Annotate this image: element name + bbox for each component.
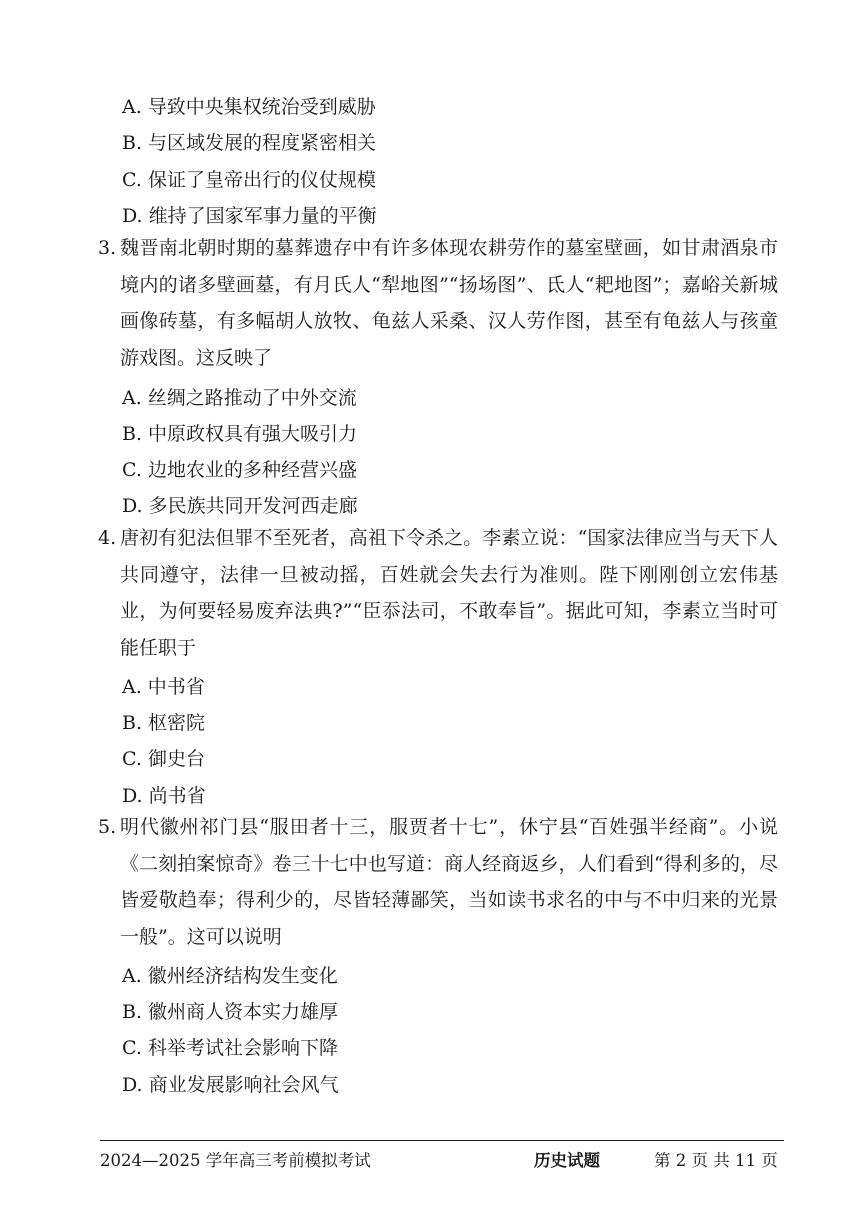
question-number: 4. xyxy=(98,527,117,549)
q5-option-c: C. 科举考试社会影响下降 xyxy=(122,1037,338,1059)
q4-option-b: B. 枢密院 xyxy=(122,712,206,734)
question-3 xyxy=(98,230,778,376)
q3-option-d: D. 多民族共同开发河西走廊 xyxy=(122,495,358,517)
question-4 xyxy=(98,520,778,666)
q3-option-c: C. 边地农业的多种经营兴盛 xyxy=(122,459,357,481)
q2-option-c: C. 保证了皇帝出行的仪仗规模 xyxy=(122,169,376,191)
question-stem: 唐初有犯法但罪不至死者，高祖下令杀之。李素立说：“国家法律应当与天下人共同遵守，法律一旦被动摇，百姓就会失去行为准则。陛下刚刚创立宏伟基业，为何要轻易废弃法典?”“臣忝法司，不敢奉旨”。据此可知，李素立当时可能任职于 xyxy=(120,527,778,659)
question-number: 3. xyxy=(98,237,117,259)
footer-page-number: 第 2 页 共 11 页 xyxy=(654,1151,778,1170)
question-number: 5. xyxy=(98,816,117,838)
q5-option-b: B. 徽州商人资本实力雄厚 xyxy=(122,1001,339,1023)
q4-option-a: A. 中书省 xyxy=(122,676,205,698)
q5-option-a: A. 徽州经济结构发生变化 xyxy=(122,965,338,987)
footer-exam-title: 2024—2025 学年高三考前模拟考试 xyxy=(100,1151,371,1170)
question-stem: 明代徽州祁门县“服田者十三，服贾者十七”，休宁县“百姓强半经商”。小说《二刻拍案惊奇》卷三十七中也写道：商人经商返乡，人们看到“得利多的，尽皆爱敬趋奉；得利少的，尽皆轻薄鄙笑，当如读书求名的中与不中归来的光景一般”。这可以说明 xyxy=(120,816,778,948)
q4-option-d: D. 尚书省 xyxy=(122,785,206,807)
footer-subject: 历史试题 xyxy=(534,1151,600,1170)
q2-option-d: D. 维持了国家军事力量的平衡 xyxy=(122,205,377,227)
q3-option-b: B. 中原政权具有强大吸引力 xyxy=(122,423,358,445)
question-5 xyxy=(98,809,778,955)
q3-option-a: A. 丝绸之路推动了中外交流 xyxy=(122,387,357,409)
q5-option-d: D. 商业发展影响社会风气 xyxy=(122,1074,339,1096)
question-stem: 魏晋南北朝时期的墓葬遗存中有许多体现农耕劳作的墓室壁画，如甘肃酒泉市境内的诸多壁画墓，有月氏人“犁地图”“扬场图”、氐人“耙地图”；嘉峪关新城画像砖墓，有多幅胡人放牧、龟兹人采桑、汉人劳作图，甚至有龟兹人与孩童游戏图。这反映了 xyxy=(120,237,778,369)
footer-divider xyxy=(100,1140,784,1141)
q2-option-a: A. 导致中央集权统治受到威胁 xyxy=(122,96,376,118)
q4-option-c: C. 御史台 xyxy=(122,748,205,770)
q2-option-b: B. 与区域发展的程度紧密相关 xyxy=(122,132,377,154)
